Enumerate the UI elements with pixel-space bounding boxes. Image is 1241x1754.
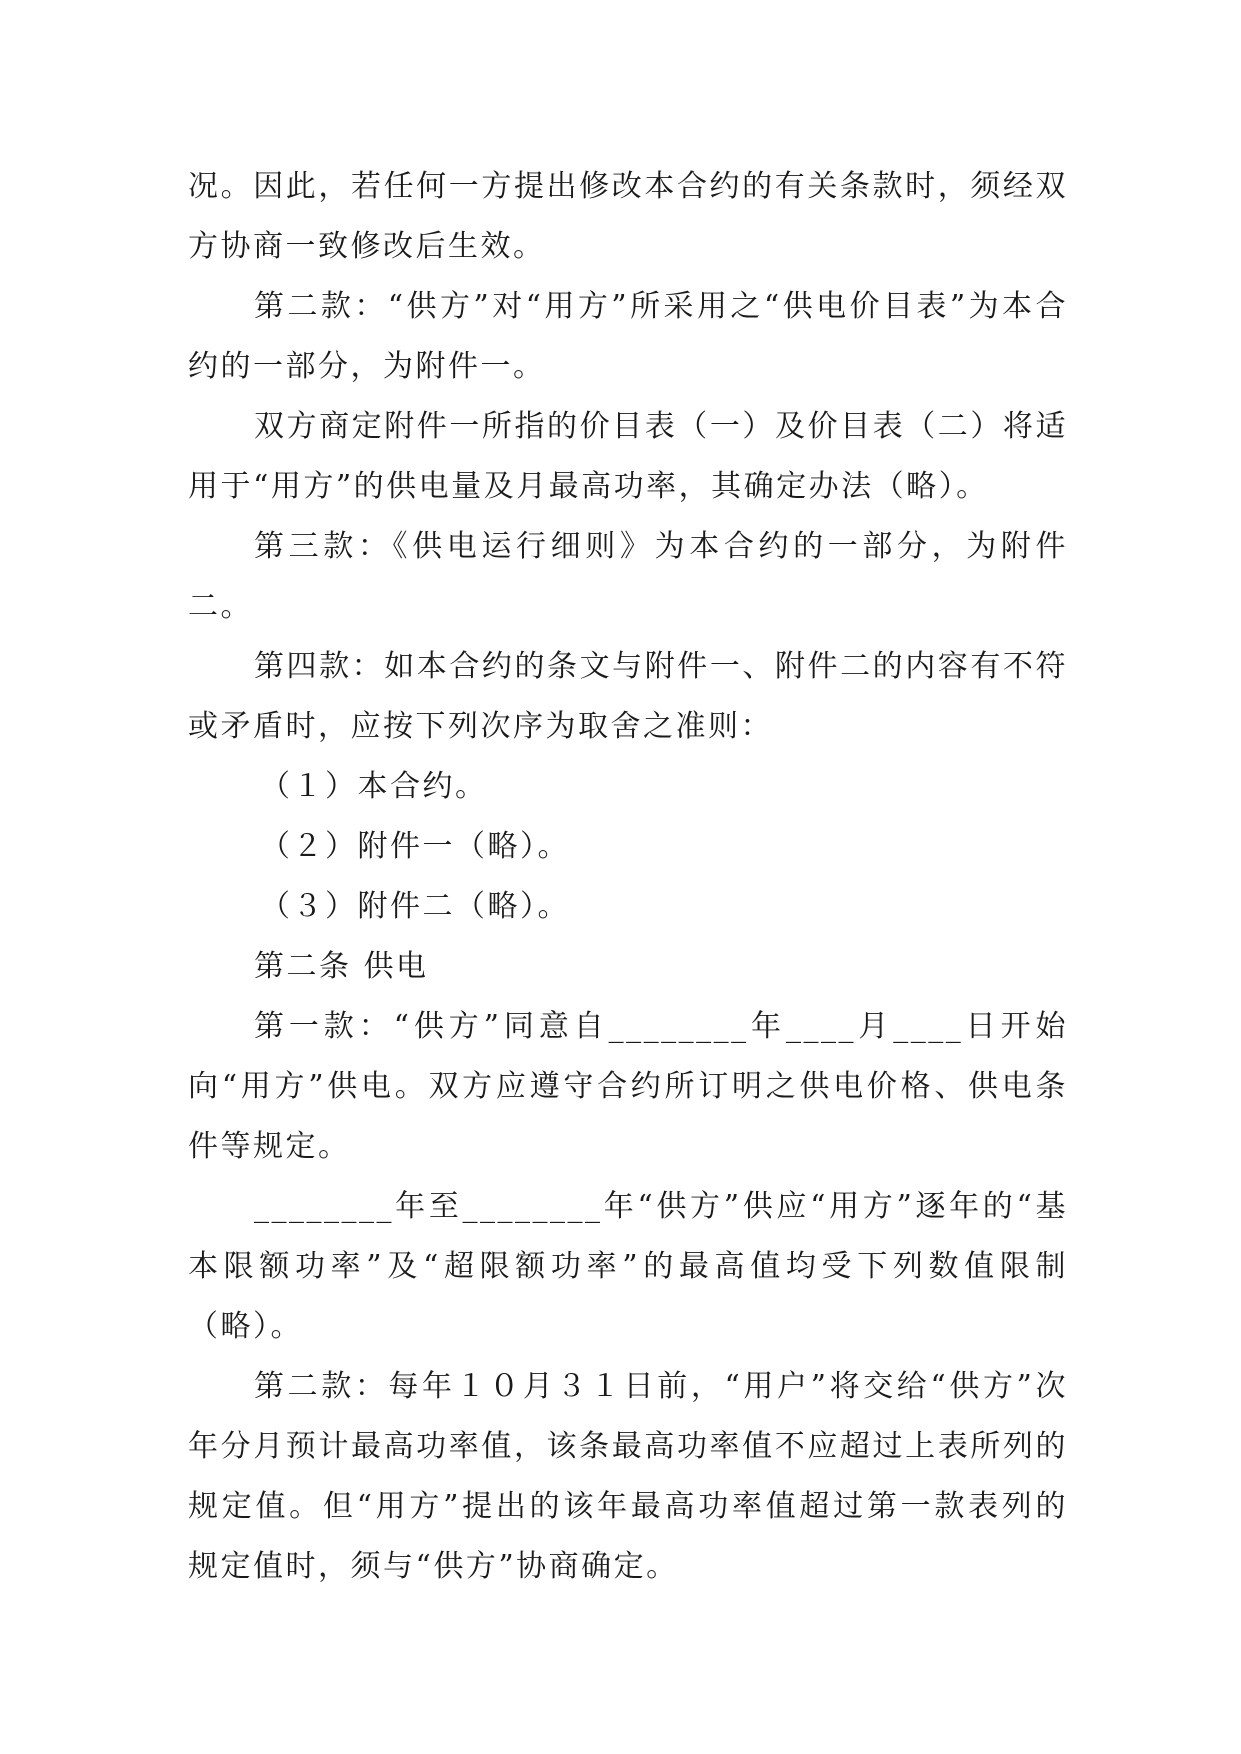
section-heading-article-2: 第二条 供电 — [254, 949, 429, 984]
list-item-3: （３）附件二（略）。 — [260, 889, 570, 924]
paragraph-continuation: 况。因此，若任何一方提出修改本合约的有关条款时，须经双方协商一致修改后生效。 — [188, 169, 1068, 264]
document-body — [188, 157, 1068, 1597]
paragraph-power-limits: ________年至________年“供方”供应“用方”逐年的“基本限额功率”及“超限额功率”的最高值均受下列数值限制（略）。 — [188, 1189, 1068, 1344]
paragraph-price-tables: 双方商定附件一所指的价目表（一）及价目表（二）将适用于“用方”的供电量及月最高功率，其确定办法（略）。 — [188, 409, 1068, 504]
list-item-1: （１）本合约。 — [260, 769, 488, 804]
paragraph-clause-3: 第三款：《供电运行细则》为本合约的一部分，为附件二。 — [188, 529, 1068, 624]
paragraph-article-2-clause-2: 第二款：每年１０月３１日前，“用户”将交给“供方”次年分月预计最高功率值，该条最高功率值不应超过上表所列的规定值。但“用方”提出的该年最高功率值超过第一款表列的规定值时，须与“供方”协商确定。 — [188, 1369, 1068, 1584]
paragraph-article-2-clause-1: 第一款：“供方”同意自________年____月____日开始向“用方”供电。双方应遵守合约所订明之供电价格、供电条件等规定。 — [188, 1009, 1068, 1164]
list-item-2: （２）附件一（略）。 — [260, 829, 570, 864]
paragraph-clause-2: 第二款：“供方”对“用方”所采用之“供电价目表”为本合约的一部分，为附件一。 — [188, 289, 1068, 384]
paragraph-clause-4: 第四款：如本合约的条文与附件一、附件二的内容有不符或矛盾时，应按下列次序为取舍之准则： — [188, 649, 1068, 744]
